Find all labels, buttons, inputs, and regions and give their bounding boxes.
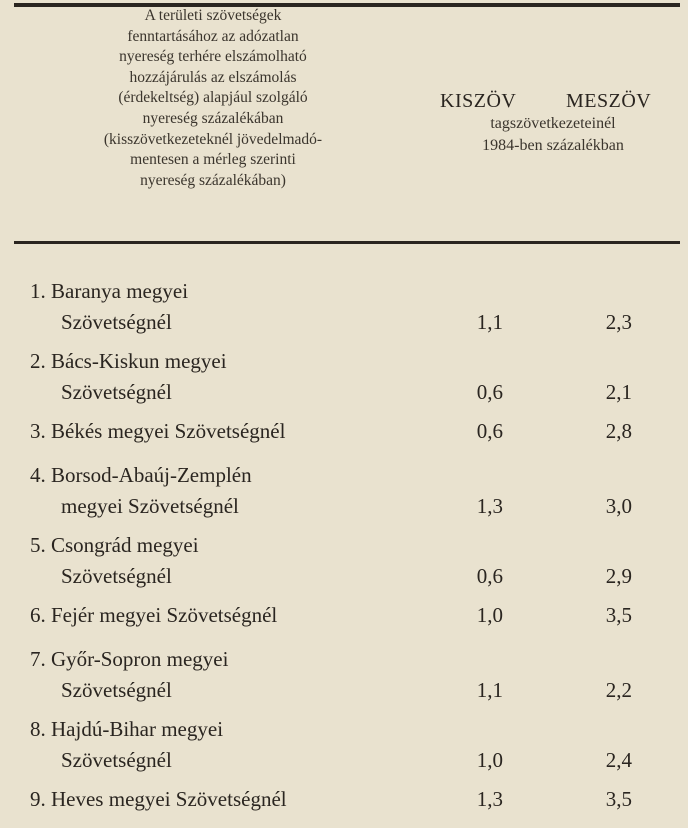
row-label-line: 8. Hajdú-Bihar megyei: [30, 717, 224, 741]
table-row: [0, 600, 688, 644]
header-description-line: mentesen a mérleg szerinti: [130, 151, 296, 169]
column-subtitle-line: 1984-ben százalékban: [482, 137, 624, 154]
kiszov-value: 1,0: [476, 603, 503, 627]
table-row: [0, 784, 688, 828]
kiszov-value: 0,6: [476, 419, 503, 443]
table-row: [0, 346, 688, 416]
row-label: [30, 644, 430, 706]
row-label-line: 7. Győr-Sopron megyei: [30, 647, 229, 671]
column-subtitle-line: tagszövetkezeteinél: [490, 115, 616, 132]
table-body: [0, 276, 688, 828]
meszov-value: 2,2: [605, 678, 632, 702]
row-label-line: Szövetségnél: [61, 748, 172, 772]
meszov-value: 2,9: [605, 564, 632, 588]
kiszov-value: 1,1: [476, 678, 503, 702]
header-description-line: nyereség százalékában): [140, 171, 286, 189]
row-label-line: Szövetségnél: [61, 678, 172, 702]
row-label-line: 2. Bács-Kiskun megyei: [30, 349, 227, 373]
header-description-line: (kisszövetkezeteknél jövedelmadó-: [103, 130, 323, 148]
meszov-value: 2,1: [605, 380, 632, 404]
row-label-line: 5. Csongrád megyei: [30, 533, 199, 557]
table-row: [0, 714, 688, 784]
table-row: [0, 644, 688, 714]
row-label-line: 3. Békés megyei Szövetségnél: [30, 419, 286, 443]
kiszov-value: 1,1: [476, 310, 503, 334]
row-label: [30, 276, 430, 338]
row-label-line: megyei Szövetségnél: [61, 494, 239, 518]
column-header-subtitle: [418, 113, 688, 157]
header-description-line: nyereség százalékában: [142, 109, 284, 127]
kiszov-value: 1,0: [476, 748, 503, 772]
kiszov-value: 0,6: [476, 564, 503, 588]
meszov-value: 2,8: [605, 419, 632, 443]
header-rule: [14, 241, 680, 244]
column-header-meszov: MESZÖV: [566, 90, 652, 112]
header-description-line: hozzájárulás az elszámolás: [129, 68, 297, 86]
table-row: [0, 530, 688, 600]
row-label-line: Szövetségnél: [61, 380, 172, 404]
row-label-line: Szövetségnél: [61, 564, 172, 588]
meszov-value: 2,4: [605, 748, 632, 772]
kiszov-value: 0,6: [476, 380, 503, 404]
row-label: [30, 460, 430, 522]
row-label: [30, 784, 430, 815]
table-row: [0, 460, 688, 530]
row-label-line: 4. Borsod-Abaúj-Zemplén: [30, 463, 252, 487]
kiszov-value: 1,3: [476, 787, 503, 811]
kiszov-value: 1,3: [476, 494, 503, 518]
table-row: [0, 416, 688, 460]
row-label: [30, 714, 430, 776]
meszov-value: 3,0: [605, 494, 632, 518]
row-label: [30, 416, 430, 447]
table-row: [0, 276, 688, 346]
row-label-line: 6. Fejér megyei Szövetségnél: [30, 603, 278, 627]
header-description: [38, 6, 388, 191]
row-label-line: Szövetségnél: [61, 310, 172, 334]
column-header-kiszov: KISZÖV: [440, 90, 517, 112]
meszov-value: 3,5: [605, 603, 632, 627]
header-description-line: (érdekeltség) alapjául szolgáló: [118, 89, 308, 107]
header-description-line: A területi szövetségek: [144, 7, 282, 24]
header-description-line: nyereség terhére elszámolható: [119, 48, 307, 66]
row-label: [30, 600, 430, 631]
meszov-value: 2,3: [605, 310, 632, 334]
row-label-line: 9. Heves megyei Szövetségnél: [30, 787, 287, 811]
meszov-value: 3,5: [605, 787, 632, 811]
row-label-line: 1. Baranya megyei: [30, 279, 189, 303]
header-description-line: fenntartásához az adózatlan: [127, 27, 299, 45]
row-label: [30, 346, 430, 408]
row-label: [30, 530, 430, 592]
